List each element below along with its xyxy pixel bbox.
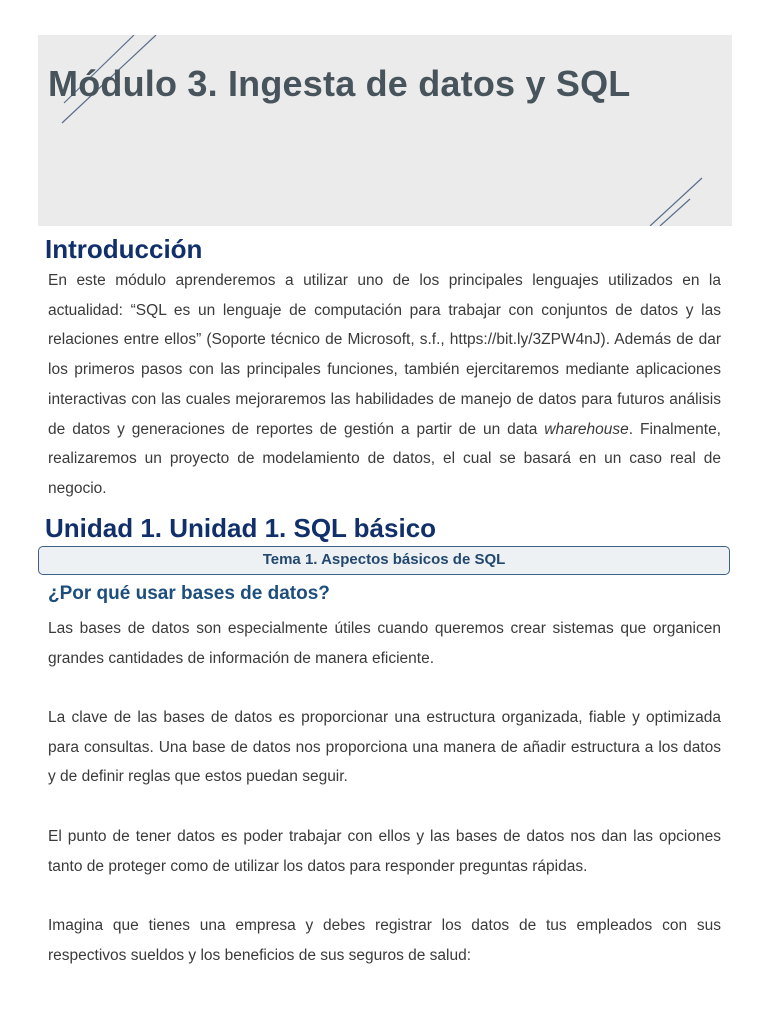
topic-banner: Tema 1. Aspectos básicos de SQL (38, 546, 730, 575)
body-paragraph-4: Imagina que tienes una empresa y debes registrar los datos de tus empleados con sus respectivos sueldos y los beneficios de sus seguros de salud: (48, 917, 721, 964)
intro-text-start: En este módulo aprenderemos a utilizar uno de los principales lenguajes utilizados en la actualidad: “SQL es un lenguaje de computación para trabajar con conjuntos de datos y las relaciones entre ellos” (Soporte técnico de Microsoft, s.f., https://bit.ly/3ZPW4nJ). Además de dar los primeros pasos con las principales funciones, también ejercitaremos mediante aplicaciones interactivas con las cuales mejoraremos las habilidades de manejo de datos para futuros análisis de datos y generaciones de reportes de gestión a partir de un data (48, 272, 721, 438)
topic-subheading: ¿Por qué usar bases de datos? (48, 583, 330, 604)
body-paragraph-1: Las bases de datos son especialmente útiles cuando queremos crear sistemas que organicen grandes cantidades de información de manera eficiente. (48, 620, 721, 667)
intro-italic-term: wharehouse (544, 420, 629, 438)
unit-heading: Unidad 1. Unidad 1. SQL básico (45, 513, 437, 543)
module-header-banner (38, 35, 732, 226)
intro-paragraph (48, 266, 721, 504)
body-paragraph-3: El punto de tener datos es poder trabajar con ellos y las bases de datos nos dan las opciones tanto de proteger como de utilizar los datos para responder preguntas rápidas. (48, 828, 721, 875)
module-title: Módulo 3. Ingesta de datos y SQL (48, 63, 631, 104)
body-paragraph-2: La clave de las bases de datos es proporcionar una estructura organizada, fiable y optimizada para consultas. Una base de datos nos proporciona una manera de añadir estructura a los datos y de definir reglas que estos puedan seguir. (48, 709, 721, 786)
intro-heading: Introducción (45, 234, 203, 264)
intro-text-end: . Finalmente, realizaremos un proyecto de modelamiento de datos, el cual se basará en un caso real de negocio. (48, 420, 721, 497)
